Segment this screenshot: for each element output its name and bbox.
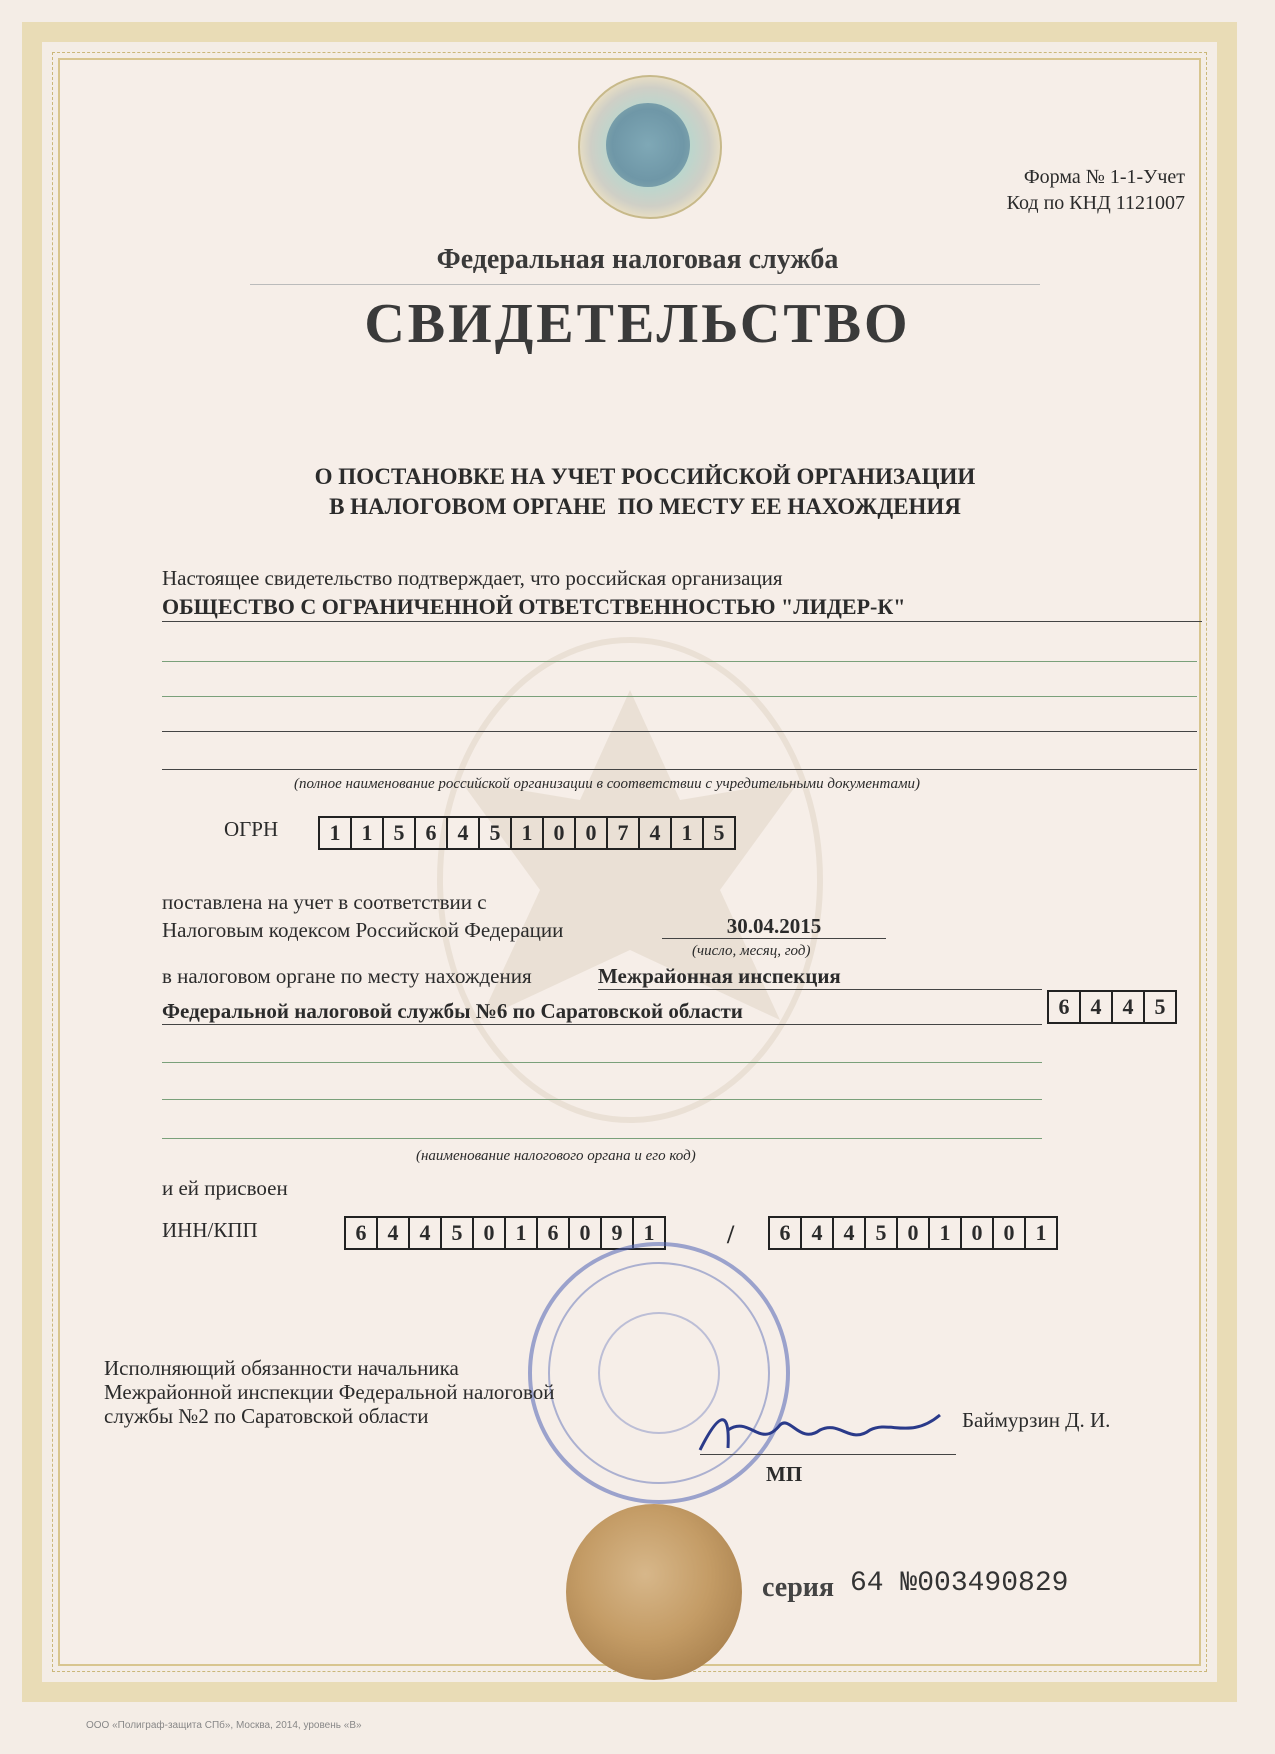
gold-seal-icon [566, 1504, 742, 1680]
blank-line [162, 1138, 1042, 1139]
ogrn-digit-cell: 1 [670, 816, 704, 850]
document-subtitle [0, 462, 1275, 522]
intro-text: Настоящее свидетельство подтверждает, что российская организация [162, 566, 783, 590]
printer-footer: ООО «Полиграф-защита СПб», Москва, 2014, уровень «В» [86, 1720, 362, 1731]
blank-line [162, 696, 1197, 697]
blank-line [162, 661, 1197, 662]
inn-kpp-label: ИНН/КПП [162, 1218, 258, 1242]
inn-cells [344, 1216, 666, 1250]
signatory-name: Баймурзин Д. И. [962, 1408, 1111, 1432]
kpp-digit-cell: 5 [864, 1216, 898, 1250]
ogrn-digit-cell: 1 [350, 816, 384, 850]
tax-org-code-digit-cell: 5 [1143, 990, 1177, 1024]
seal-place-label: МП [766, 1462, 803, 1486]
serial-number: 64 №003490829 [850, 1568, 1069, 1599]
serial-label: серия [762, 1572, 835, 1603]
ogrn-digit-cell: 0 [542, 816, 576, 850]
kpp-digit-cell: 0 [896, 1216, 930, 1250]
ogrn-digit-cell: 5 [382, 816, 416, 850]
kpp-digit-cell: 4 [800, 1216, 834, 1250]
inn-digit-cell: 0 [472, 1216, 506, 1250]
subtitle-line-1: О ПОСТАНОВКЕ НА УЧЕТ РОССИЙСКОЙ ОРГАНИЗАЦИИ [314, 464, 976, 489]
tax-org-prefix: в налоговом органе по месту нахождения [162, 964, 532, 988]
ogrn-digit-cell: 1 [318, 816, 352, 850]
background-eagle-emblem [420, 600, 840, 1160]
kpp-digit-cell: 1 [1024, 1216, 1058, 1250]
position-line-3: службы №2 по Саратовской области [104, 1404, 429, 1428]
ogrn-digit-cell: 7 [606, 816, 640, 850]
blank-line [162, 731, 1197, 732]
inn-digit-cell: 9 [600, 1216, 634, 1250]
ogrn-cells [318, 816, 736, 850]
handwritten-signature [690, 1400, 950, 1470]
tax-org-code-cells [1047, 990, 1177, 1024]
ogrn-digit-cell: 5 [478, 816, 512, 850]
org-name-note: (полное наименование российской организации в соответствии с учредительными документами) [294, 776, 921, 792]
tax-org-name-part-1: Межрайонная инспекция [598, 964, 841, 988]
kpp-digit-cell: 1 [928, 1216, 962, 1250]
tax-org-code-digit-cell: 6 [1047, 990, 1081, 1024]
kpp-cells [768, 1216, 1058, 1250]
organization-name: ОБЩЕСТВО С ОГРАНИЧЕННОЙ ОТВЕТСТВЕННОСТЬЮ "ЛИДЕР-К" [162, 594, 906, 619]
kpp-digit-cell: 0 [960, 1216, 994, 1250]
form-line-2: Код по КНД 1121007 [1006, 192, 1185, 214]
inn-digit-cell: 1 [632, 1216, 666, 1250]
inn-digit-cell: 5 [440, 1216, 474, 1250]
blank-line [162, 1099, 1042, 1100]
inn-digit-cell: 4 [376, 1216, 410, 1250]
date-note: (число, месяц, год) [692, 943, 811, 959]
tax-org-name-part-2: Федеральной налоговой службы №6 по Саратовской области [162, 999, 743, 1023]
kpp-digit-cell: 6 [768, 1216, 802, 1250]
kpp-digit-cell: 0 [992, 1216, 1026, 1250]
registration-date: 30.04.2015 [726, 914, 822, 938]
tax-org-code-digit-cell: 4 [1079, 990, 1113, 1024]
inn-kpp-slash: / [727, 1220, 735, 1249]
ogrn-digit-cell: 0 [574, 816, 608, 850]
inn-digit-cell: 6 [344, 1216, 378, 1250]
ogrn-digit-cell: 5 [702, 816, 736, 850]
blank-line [162, 1062, 1042, 1063]
tax-org-code-digit-cell: 4 [1111, 990, 1145, 1024]
page-title: СВИДЕТЕЛЬСТВО [364, 293, 911, 355]
agency-name: Федеральная налоговая служба [436, 244, 839, 275]
kpp-digit-cell: 4 [832, 1216, 866, 1250]
ogrn-digit-cell: 6 [414, 816, 448, 850]
subtitle-line-2: В НАЛОГОВОМ ОРГАНЕ ПО МЕСТУ ЕЕ НАХОЖДЕНИЯ [329, 494, 961, 519]
form-number [1007, 164, 1185, 216]
registered-line-1: поставлена на учет в соответствии с [162, 890, 487, 914]
ogrn-label: ОГРН [224, 817, 279, 841]
ogrn-digit-cell: 1 [510, 816, 544, 850]
form-line-1: Форма № 1-1-Учет [1023, 166, 1185, 188]
signatory-position [104, 1356, 555, 1428]
blank-line [162, 769, 1197, 770]
inn-digit-cell: 6 [536, 1216, 570, 1250]
tax-org-underline [598, 989, 1042, 990]
position-line-1: Исполняющий обязанности начальника [104, 1356, 459, 1380]
tax-org-note: (наименование налогового органа и его код) [416, 1148, 696, 1164]
position-line-2: Межрайонной инспекции Федеральной налоговой [104, 1380, 555, 1404]
date-underline [662, 938, 886, 939]
divider [250, 284, 1040, 285]
ogrn-digit-cell: 4 [446, 816, 480, 850]
registered-line-2: Налоговым кодексом Российской Федерации [162, 918, 564, 942]
signature-line [700, 1454, 956, 1455]
assigned-text: и ей присвоен [162, 1176, 288, 1200]
org-name-underline [162, 621, 1202, 622]
tax-org-underline [162, 1024, 1042, 1025]
inn-digit-cell: 0 [568, 1216, 602, 1250]
hologram-center-icon [606, 103, 690, 187]
inn-digit-cell: 4 [408, 1216, 442, 1250]
inn-digit-cell: 1 [504, 1216, 538, 1250]
ogrn-digit-cell: 4 [638, 816, 672, 850]
